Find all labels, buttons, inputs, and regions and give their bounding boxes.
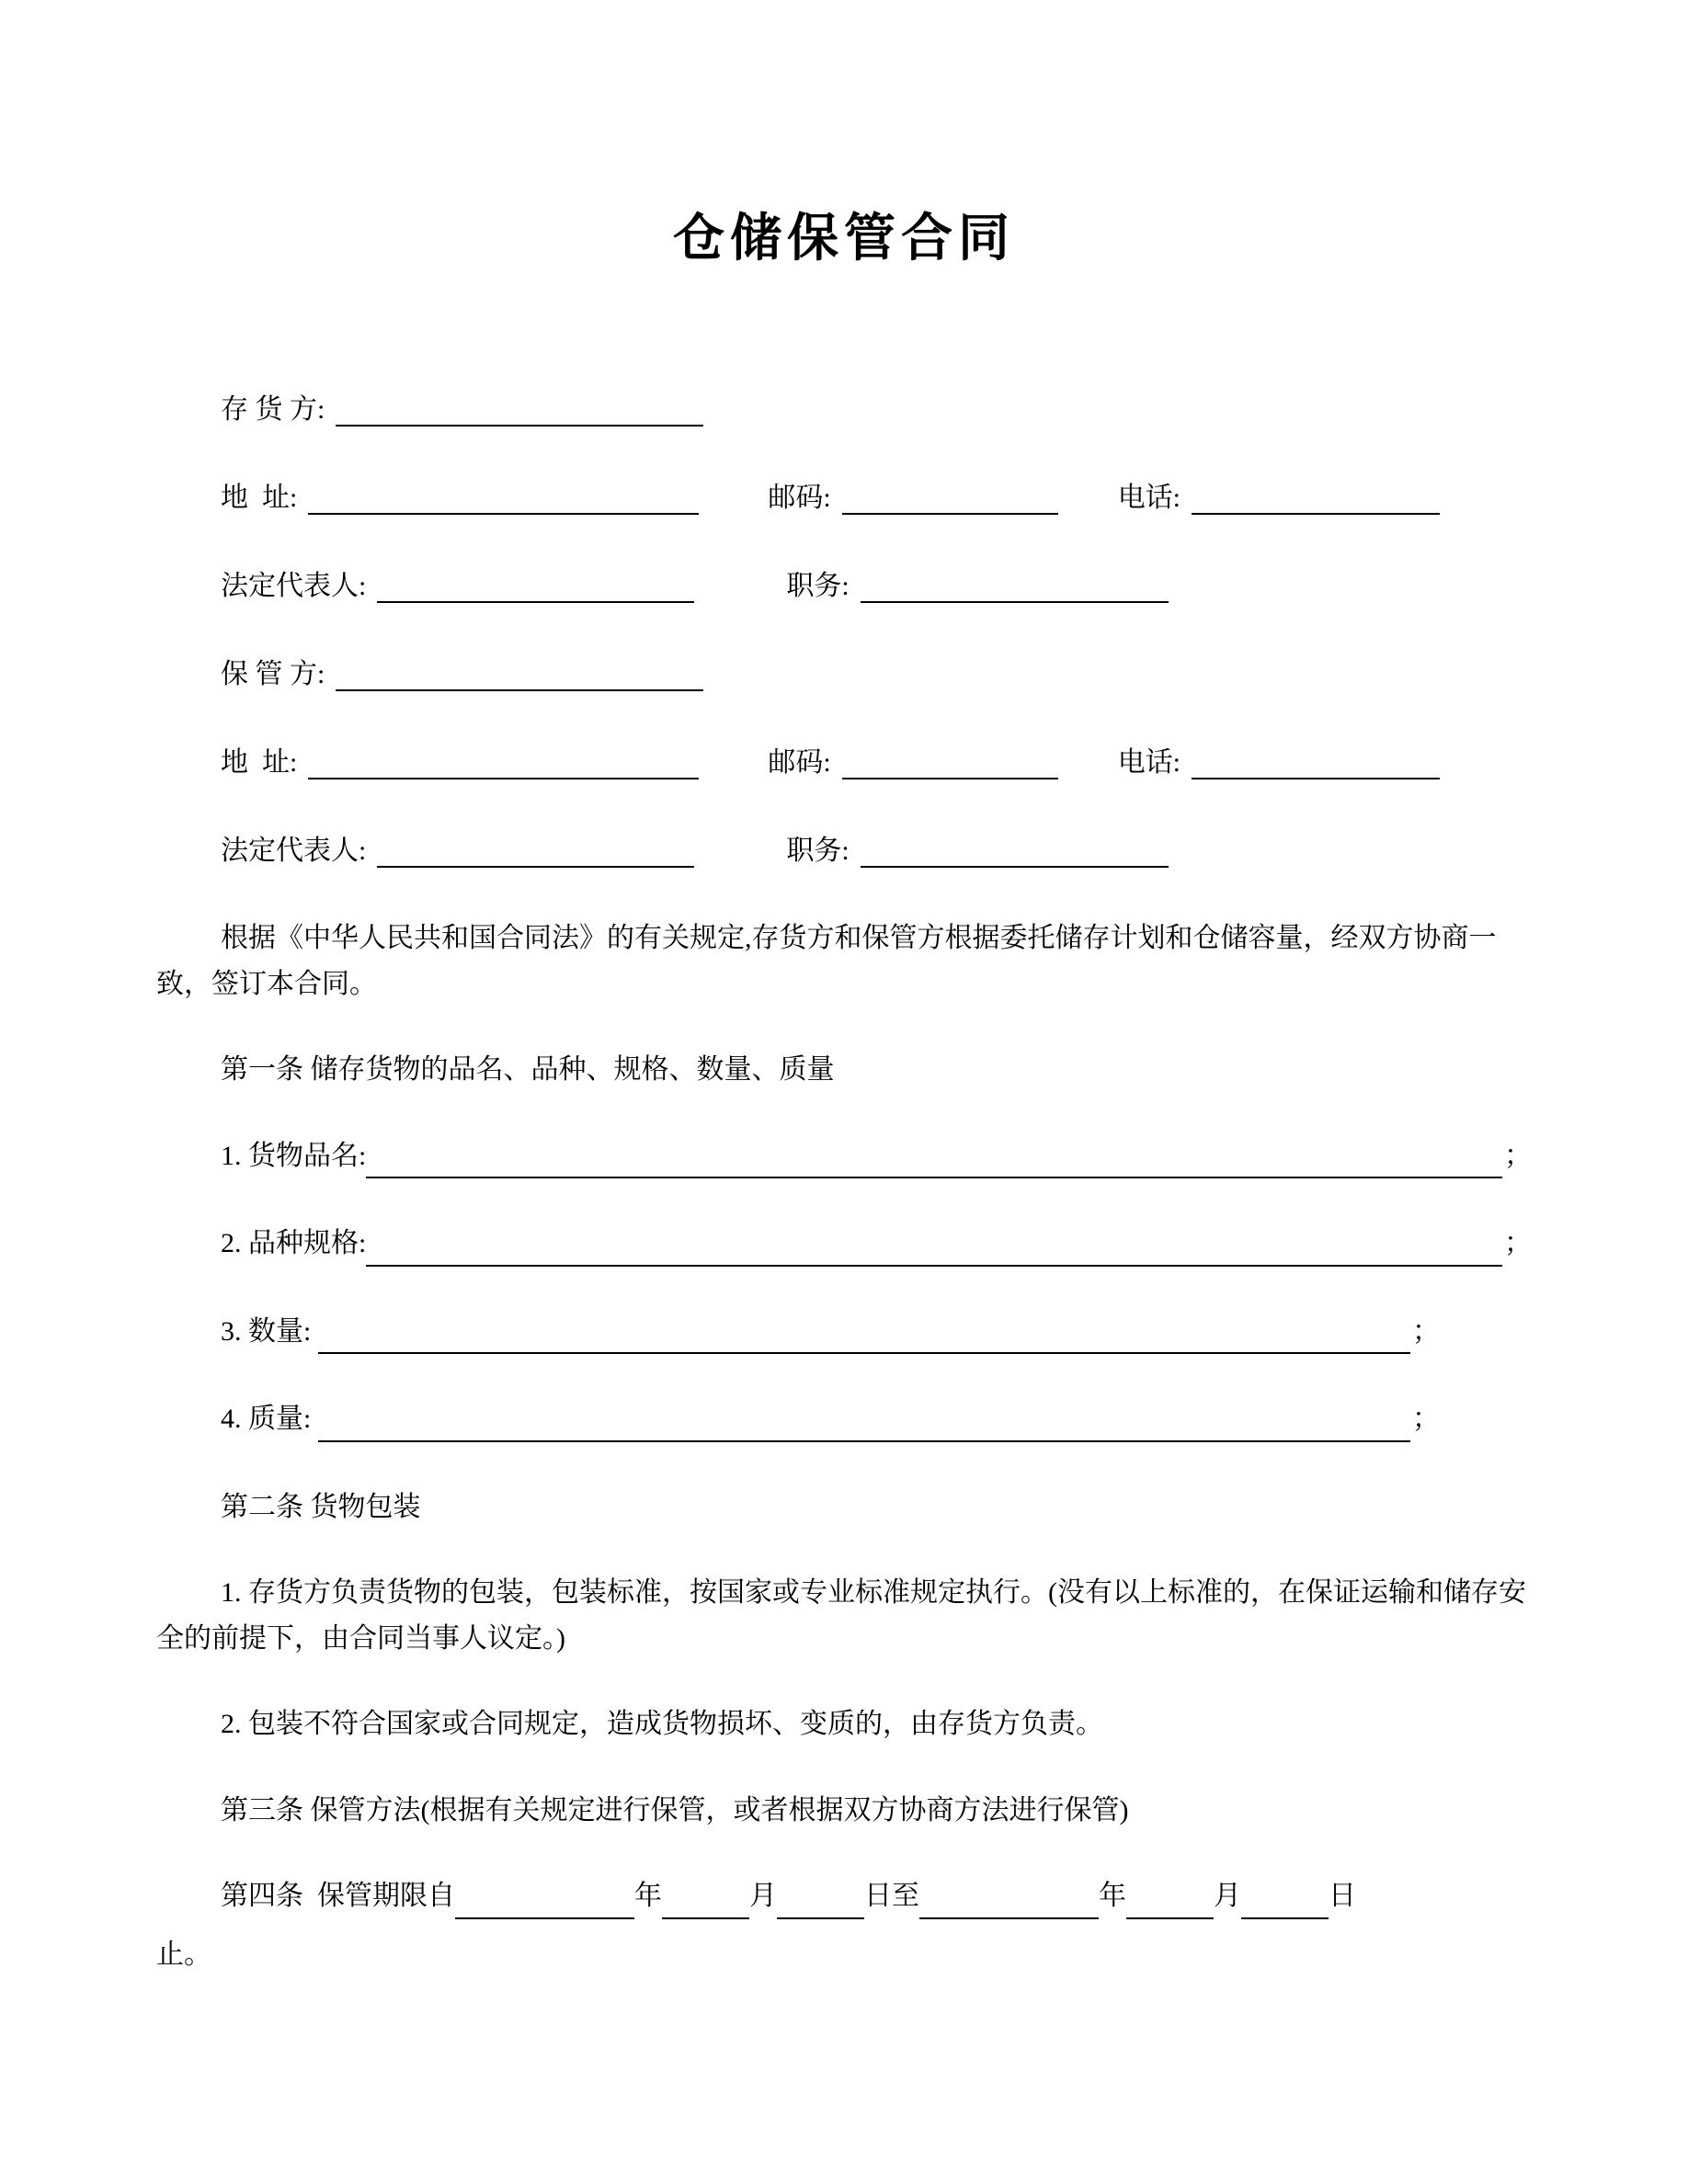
depositor-address-row — [221, 474, 1532, 515]
custodian-address-row — [221, 739, 1532, 779]
month-label: 月 — [749, 1881, 777, 1911]
item2-semicolon: ； — [1504, 1228, 1532, 1258]
item1-blank — [366, 1145, 1502, 1178]
legal-rep-label: 法定代表人: — [221, 836, 367, 866]
end-year-blank — [919, 1886, 1099, 1919]
custodian-phone-blank — [1192, 746, 1440, 779]
custodian-rep-row — [221, 827, 1532, 868]
custodian-duty-blank — [861, 835, 1169, 868]
day-label: 日 — [1329, 1881, 1356, 1911]
start-month-blank — [662, 1886, 749, 1919]
item4-blank — [318, 1409, 1410, 1442]
item2-blank — [366, 1234, 1502, 1267]
article2-paragraph-1: 1. 存货方负责货物的包装，包装标准，按国家或专业标准规定执行。(没有以上标准的，在保证运输和储存安全的前提下，由合同当事人议定。) — [156, 1577, 1526, 1654]
item2-label: 2. 品种规格: — [221, 1228, 367, 1258]
address-label: 地 址: — [221, 747, 298, 778]
duty-label: 职务: — [786, 571, 850, 601]
month-label: 月 — [1214, 1881, 1241, 1911]
custodian-name-blank — [336, 658, 703, 691]
article1-item-3 — [221, 1309, 1440, 1355]
article4-prefix: 第四条 保管期限自 — [221, 1881, 455, 1911]
year-label: 年 — [1099, 1881, 1126, 1911]
item3-label: 3. 数量: — [221, 1315, 318, 1347]
item4-label: 4. 质量: — [221, 1404, 318, 1434]
year-label: 年 — [634, 1881, 662, 1911]
custodian-zip-blank — [842, 746, 1058, 779]
item3-blank — [318, 1321, 1410, 1354]
depositor-address-blank — [308, 482, 699, 515]
custodian-address-blank — [308, 746, 699, 779]
item3-semicolon: ； — [1412, 1315, 1440, 1347]
intro-paragraph: 根据《中华人民共和国合同法》的有关规定,存货方和保管方根据委托储存计划和仓储容量，经双方协商一致，签订本合同。 — [156, 923, 1497, 999]
depositor-name-row — [221, 386, 1532, 427]
article1-item-4 — [221, 1396, 1440, 1442]
custodian-rep-blank — [377, 835, 694, 868]
zip-label: 邮码: — [768, 747, 831, 778]
legal-rep-label: 法定代表人: — [221, 571, 367, 601]
day-to-label: 日至 — [864, 1881, 919, 1911]
depositor-rep-row — [221, 563, 1532, 603]
document-title: 仓储保管合同 — [673, 210, 1015, 267]
party-info-section — [156, 386, 1532, 868]
article4-row — [221, 1873, 1532, 1919]
duty-label: 职务: — [786, 836, 850, 866]
article3-title: 第三条 保管方法(根据有关规定进行保管，或者根据双方协商方法进行保管) — [221, 1794, 1129, 1826]
article2-title: 第二条 货物包装 — [221, 1491, 421, 1522]
depositor-name-blank — [336, 393, 703, 427]
custodian-name-row — [221, 651, 1532, 691]
article4-end: 止。 — [156, 1939, 211, 1970]
depositor-duty-blank — [861, 570, 1169, 603]
depositor-phone-blank — [1192, 482, 1440, 515]
article1-item-2 — [221, 1221, 1532, 1267]
article1-title: 第一条 储存货物的品名、品种、规格、数量、质量 — [221, 1054, 835, 1085]
depositor-rep-blank — [377, 570, 694, 603]
item1-semicolon: ； — [1504, 1140, 1532, 1171]
item4-semicolon: ； — [1412, 1404, 1440, 1434]
depositor-zip-blank — [842, 482, 1058, 515]
phone-label: 电话: — [1117, 483, 1181, 513]
depositor-label: 存 货 方: — [221, 394, 325, 425]
zip-label: 邮码: — [768, 483, 831, 513]
start-year-blank — [455, 1886, 634, 1919]
custodian-label: 保 管 方: — [221, 659, 325, 689]
start-day-blank — [777, 1886, 864, 1919]
address-label: 地 址: — [221, 483, 298, 513]
article2-paragraph-2: 2. 包装不符合国家或合同规定，造成货物损坏、变质的，由存货方负责。 — [221, 1709, 1103, 1739]
phone-label: 电话: — [1117, 747, 1181, 778]
end-day-blank — [1241, 1886, 1329, 1919]
item1-label: 1. 货物品名: — [221, 1140, 367, 1171]
article1-item-1 — [221, 1133, 1532, 1179]
end-month-blank — [1126, 1886, 1214, 1919]
